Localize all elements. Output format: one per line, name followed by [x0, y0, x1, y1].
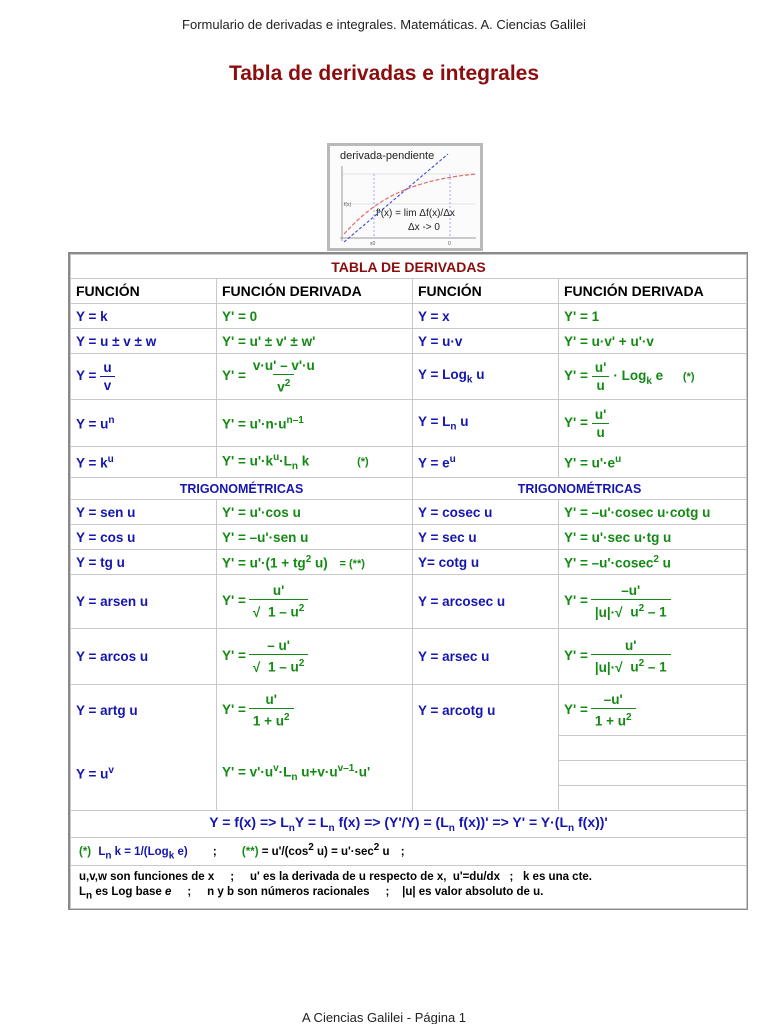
function-exponential-k: $Y = k^u$: [71, 447, 217, 478]
page-header: Formulario de derivadas e integrales. Matemáticas. A. Ciencias Galilei: [182, 17, 586, 32]
derivative-sum: Y' = u' ± v' ± w': [217, 329, 413, 354]
derivative-cosec: Y' = –u'·cosec u·cotg u: [559, 500, 747, 525]
table-row: [71, 400, 747, 447]
figure-tick-x1: x0: [370, 241, 376, 247]
derivative-constant: Y' = 0: [217, 304, 413, 329]
table-row: [71, 629, 747, 685]
definitions-line-1: u,v,w son funciones de x ; u' es la derivada de u respecto de x, u'=du/dx ; k es una cte.: [79, 871, 592, 884]
table-row: [71, 525, 747, 550]
table-caption: TABLA DE DERIVADAS: [71, 255, 747, 279]
table-row: [71, 575, 747, 629]
section-trig-right: TRIGONOMÉTRICAS: [413, 478, 747, 500]
function-product: Y = u·v: [413, 329, 559, 354]
derivative-arsec: Y' = $\frac{u'}{|u|\cdot√ u^2 - 1}$: [559, 629, 747, 685]
function-sum: Y = u ± v ± w: [71, 329, 217, 354]
table-row: [71, 447, 747, 478]
derivative-exponential-e: $Y' = u'\cdot e^u$: [559, 447, 747, 478]
empty-cell: [559, 786, 747, 811]
function-tg: Y = tg u: [71, 550, 217, 575]
function-quotient: Y = $\frac{u}{v}$: [71, 354, 217, 400]
derivative-slope-figure: [327, 143, 483, 251]
note-marker: (*): [357, 456, 369, 469]
logarithmic-derivation-rule: $Y = f(x) => L_nY = L_n$ $f(x) => (Y'/Y) = (L_n$ $f(x))' => Y' = Y\cdot(L_n$ f(x))': [71, 811, 747, 838]
note-star-2: (**): [241, 845, 259, 858]
table-row: [71, 500, 747, 525]
function-cosec: Y = cosec u: [413, 500, 559, 525]
empty-cell: [559, 736, 747, 761]
empty-cell: [559, 761, 747, 786]
section-trig-left: TRIGONOMÉTRICAS: [71, 478, 413, 500]
function-artg: Y = artg u: [71, 685, 217, 736]
derivative-uv: $Y' = v'\cdot u^v\cdot L_n$ $u+v\cdot u^{v-1}\cdot u'$: [217, 736, 413, 811]
function-sen: Y = sen u: [71, 500, 217, 525]
header-function-right: FUNCIÓN: [413, 279, 559, 304]
derivatives-table: [70, 254, 747, 909]
function-cotg: Y= cotg u: [413, 550, 559, 575]
figure-title: derivada-pendiente: [340, 150, 435, 162]
table-row: [71, 550, 747, 575]
function-arsen: Y = arsen u: [71, 575, 217, 629]
table-row: [71, 685, 747, 736]
figure-tick-x2: 0: [448, 241, 451, 247]
empty-cell: [413, 736, 559, 811]
derivative-arcosec: Y' = $\frac{-u'}{|u|\cdot√ u^2 - 1}$: [559, 575, 747, 629]
figure-formula-line1: f'(x) = lim Δf(x)/Δx: [376, 208, 455, 219]
derivative-x: Y' = 1: [559, 304, 747, 329]
function-power: $Y = u^n$: [71, 400, 217, 447]
derivative-sec: Y' = u'·sec u·tg u: [559, 525, 747, 550]
derivative-cos: Y' = –u'·sen u: [217, 525, 413, 550]
derivative-arsen: Y' = $\frac{u'}{√ 1 - u^2}$: [217, 575, 413, 629]
notes-row-2: [71, 866, 747, 909]
derivative-tg: $Y' = u'\cdot(1 + tg^2$ u) = (**): [217, 550, 413, 575]
derivative-ln: Y' = $\frac{u'}{u}$: [559, 400, 747, 447]
function-arcos: Y = arcos u: [71, 629, 217, 685]
derivative-quotient: Y' = $\frac{v\cdot u' - v'\cdot u}{v^2}$: [217, 354, 413, 400]
function-exponential-e: $Y = e^u$: [413, 447, 559, 478]
page-title: Tabla de derivadas e integrales: [228, 62, 540, 85]
derivative-log: Y' = $\frac{u'}{u}$ · Log$_k$ e (*): [559, 354, 747, 400]
figure-tick-y: f(x): [344, 202, 352, 208]
header-function-left: FUNCIÓN: [71, 279, 217, 304]
note-marker: = (**): [339, 558, 365, 571]
table-row: [71, 354, 747, 400]
note-star-1: (*): [79, 845, 92, 858]
table-row: [71, 329, 747, 354]
header-derivative-right: FUNCIÓN DERIVADA: [559, 279, 747, 304]
definitions-line-2: $L_n$ es Log base e ; n y b son números racionales ; |u| es valor absoluto de u.: [79, 886, 544, 902]
page-footer: A Ciencias Galilei - Página 1: [301, 1010, 467, 1024]
derivative-sen: Y' = u'·cos u: [217, 500, 413, 525]
derivative-power: $Y' = u'\cdot n\cdot u^{n-1}$: [217, 400, 413, 447]
derivative-arcos: Y' = $\frac{- u'}{√ 1 - u^2}$: [217, 629, 413, 685]
header-derivative-left: FUNCIÓN DERIVADA: [217, 279, 413, 304]
function-sec: Y = sec u: [413, 525, 559, 550]
derivative-artg: Y' = $\frac{u'}{1 + u^2}$: [217, 685, 413, 736]
function-arcosec: Y = arcosec u: [413, 575, 559, 629]
function-cos: Y = cos u: [71, 525, 217, 550]
derivative-arcotg: Y' = $\frac{-u'}{1 + u^2}$: [559, 685, 747, 736]
function-constant: Y = k: [71, 304, 217, 329]
function-log: Y = Log$_k$ u: [413, 354, 559, 400]
note-marker: (*): [682, 371, 695, 384]
derivative-product: Y' = u·v' + u'·v: [559, 329, 747, 354]
function-arsec: Y = arsec u: [413, 629, 559, 685]
function-ln: $Y = L_n$ u: [413, 400, 559, 447]
function-uv: $Y = u^v$: [71, 736, 217, 811]
function-x: Y = x: [413, 304, 559, 329]
notes-row-1: (*) $L_n$ k = 1/(Log$_k$ e) ; (**) = $u'/(\cos^2$ $u) = u'\cdot\sec^2$ u ;: [71, 838, 747, 866]
figure-formula-line2: Δx -> 0: [408, 222, 440, 233]
function-arcotg: Y = arcotg u: [413, 685, 559, 736]
derivative-cotg: Y' = –u'·cosec$^2$ u: [559, 550, 747, 575]
derivative-exponential-k: $Y' = u'\cdot k^u\cdot L_n$ k (*): [217, 447, 413, 478]
table-row: [71, 304, 747, 329]
